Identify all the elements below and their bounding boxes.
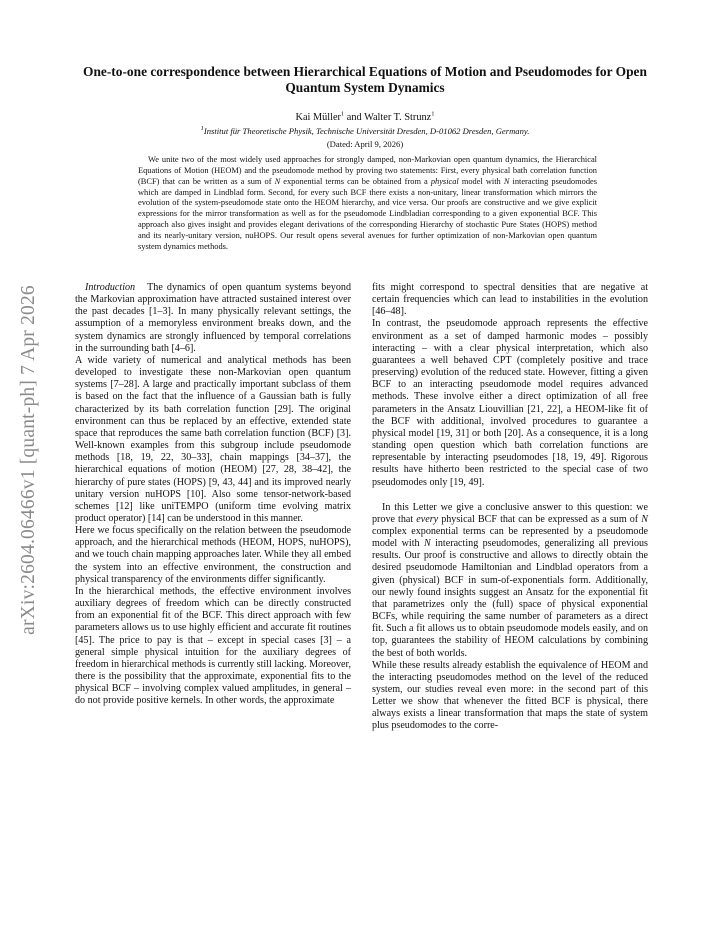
body-paragraph: While these results already establish the equivalence of HEOM and the interacting pseudomodes method on the level of the reduced system, our studies reveal even more: in the second part of this Letter we show that whenever the fitted BCF is physical, there always exists a linear transformation that maps the state of system plus pseudomodes to the corre- [372,659,648,732]
affiliation [60,126,670,136]
text-run: In this Letter we give a conclusive answer to this question: we prove that [372,501,648,525]
body-paragraph: In contrast, the pseudomode approach represents the effective environment as a set of damped harmonic modes – possibly interacting – with a clear physical interpretation, which also guarantees a well behaved CPT (completely positive and trace preserving) evolution of the reduced state. However, fitting a given BCF to an interacting pseudomode model requires advanced methods. These involve either a direct optimization of all free parameters in the Ansatz Liouvillian [21, 22], a HEOM-like fit of the BCF with additional, involved procedures to guarantee a physical model [19, 31] or both [20]. As a consequence, it is a long standing open question which bath correlation functions are representable by interacting pseudomodes [18, 19, 49]. Rigorous results have hitherto been restricted to the special case of two pseudomodes only [19, 49]. [372,318,648,488]
math-symbol: N [641,513,648,525]
left-column [75,282,351,707]
date-line: (Dated: April 9, 2026) [326,139,404,149]
emphasis: physical [430,176,459,186]
affiliation-text: Institut für Theoretische Physik, Technische Universität Dresden, D-01062 Dresden, Germany. [203,126,530,136]
arxiv-identifier: arXiv:2604.06466v1 [quant-ph] 7 Apr 2026 [18,285,39,635]
author-name: Walter T. Strunz [364,112,432,123]
affiliation-mark: 1 [340,110,345,118]
body-paragraph: fits might correspond to spectral densities that are negative at certain frequencies which can lead to instabilities in the evolution [46–48]. [372,282,648,318]
text-run: The dynamics of open quantum systems beyond the Markovian approximation have attracted sustained interest over the past decades [1–3]. In many physically relevant settings, the assumption of a memoryless environment breaks down, and the system dynamics are strongly influenced by temporal correlations in the surrounding bath [4–6]. [75,282,351,354]
body-paragraph [75,282,351,355]
paper-title: One-to-one correspondence between Hierarchical Equations of Motion and Pseudomodes for Open Quantum System Dynamics [83,64,647,95]
affiliation-mark: 1 [431,110,435,118]
text-run: We unite two of the most widely used approaches for strongly damped, non-Markovian open quantum dynamics, the Hierarchical Equations of Motion (HEOM) and the pseudomode method by proving two statements: First, every physical bath correlation function (BCF) that can be written as a sum of [138,155,597,186]
math-symbol: N [423,538,431,550]
math-symbol: N [503,176,510,186]
author-name: Kai Müller [295,112,341,123]
section-heading: Introduction [85,282,136,293]
arxiv-sidebar-stamp [12,250,46,670]
body-paragraph: In the hierarchical methods, the effective environment involves auxiliary degrees of freedom which can be directly constructed from an exponential fit of the BCF. This direct approach with few parameters allows us to use highly efficient and accurate fit routines [45]. The price to pay is that – except in special cases [3] – a general simple physical intuition for the auxiliary degrees of freedom in hierarchical methods is currently still lacking. Moreover, there is the possibility that the approximate, exponential fits to the physical BCF – involving complex valued amplitudes, in general – do not provide positive kernels. In other words, the approximate [75,585,351,707]
text-run: physical BCF that can be expressed as a sum of [438,513,642,525]
text-run: interacting pseudomodes, generalizing all previous results. Our proof is constructive and allows to directly obtain the desired pseudomode Hamiltonian and Lindblad operators from a given (physical) BCF in sum-of-exponentials form. Additionally, our newly found insights suggest an Ansatz for the exponential fit that parametrizes only the (full) space of physical exponential BCFs, while requiring the same number of parameters as a direct fit. Such a fit allows us to obtain pseudomode models easily, and on top, guarantees the stability of HEOM calculations by combining the best of both worlds. [372,538,648,659]
abstract-paragraph [138,155,597,253]
body-paragraph: Here we focus specifically on the relation between the pseudomode approach, and the hierarchical methods (HEOM, HOPS, nuHOPS), and we touch chain mapping approaches later. While they all embed the system into an effective environment, the construction and physical transparency of the environments differ significantly. [75,525,351,585]
math-symbol: N [274,176,281,186]
text-run: model with [458,176,504,186]
text-run: exponential terms can be obtained from a [280,176,431,186]
author-list [60,112,670,123]
text-run: interacting pseudomodes which are damped in Lindblad form. Second, for every such BCF there exists a non-unitary, linear transformation which mirrors the evolution of the system-pseudomode state onto the HEOM hierarchy, and vice versa. Our proofs are constructive and we give explicit expressions for the mirror transformation as well as for the pseudomode Lindbladian corresponding to a given exponential BCF. This approach also gives insight and provides elegant derivations of the corresponding Hierarchy of stochastic Pure States (HOPS) method and its nearly-unitary version, nuHOPS. Our result opens several avenues for further optimization of non-Markovian open quantum system dynamics methods. [138,176,597,251]
emphasis: every [416,513,439,525]
text-run: complex exponential terms can be represented by a pseudomode model with [372,525,648,550]
author-separator: and [344,112,365,123]
body-paragraph: A wide variety of numerical and analytical methods has been developed to investigate these non-Markovian open quantum systems [7–28]. A large and practically important subclass of them is based on the fact that the influence of a Gaussian bath is fully characterized by its bath correlation function [29]. The original environment can thus be replaced by an effective, extended state space that reproduces the same bath correlation function (BCF) [3]. Well-known examples from this subgroup include pseudomode methods [18, 19, 22, 30–33], chain mappings [34–37], the hierarchical equations of motion (HEOM) [27, 28, 38–42], the hierarchy of pure states (HOPS) [9, 43, 44] and its improved nearly unitary version nuHOPS [10]. Also some tensor-network-based schemes [12] like uniTEMPO (uniform time evolving matrix product operator) [14] can be understood in this manner. [75,354,351,524]
body-paragraph [372,502,648,660]
affiliation-mark: 1 [200,125,204,133]
right-column [372,282,648,733]
abstract [138,155,597,253]
